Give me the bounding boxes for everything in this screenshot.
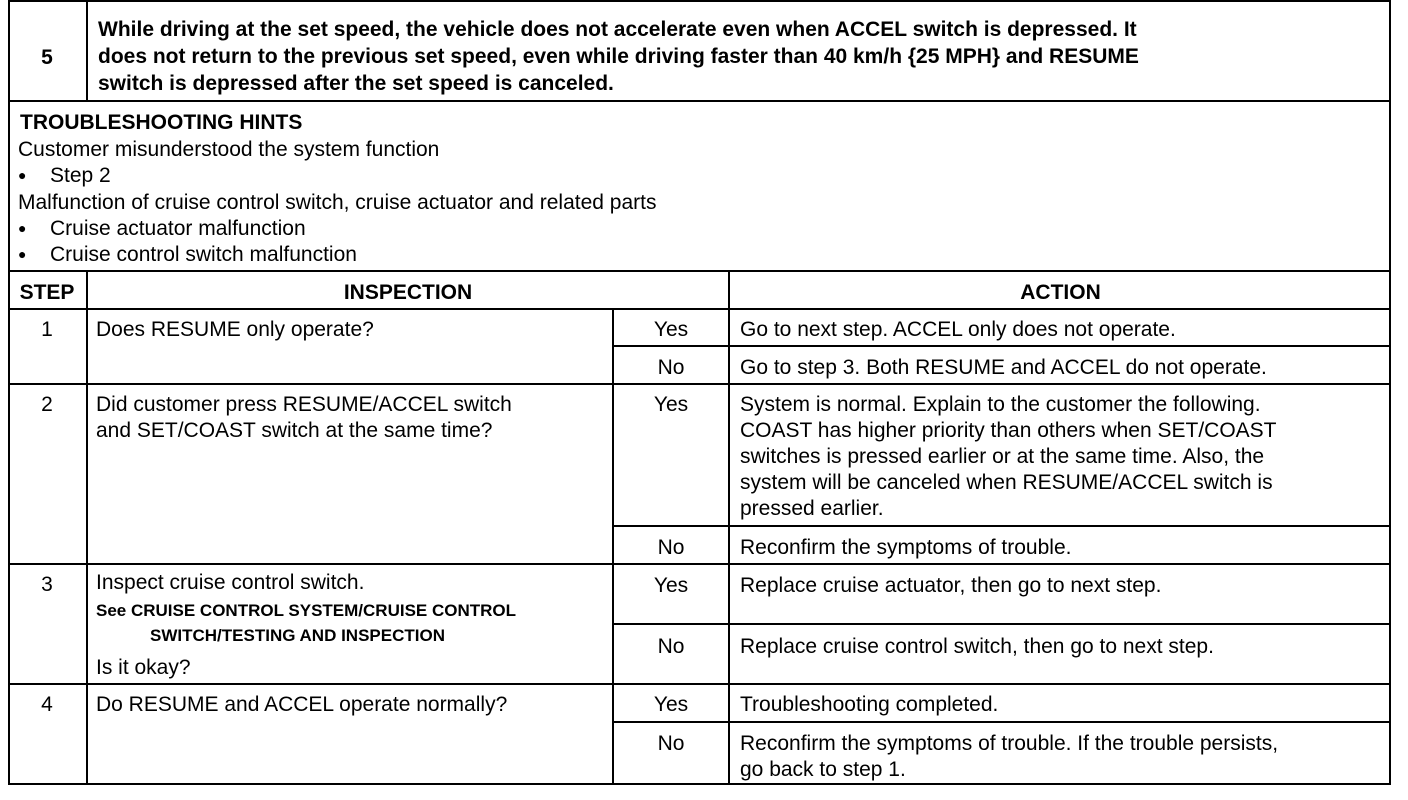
action-text: COAST has higher priority than others when SET/COAST	[740, 419, 1277, 442]
action-text: pressed earlier.	[740, 497, 884, 520]
hint-line: Step 2	[50, 164, 111, 187]
inspection-question: Is it okay?	[96, 656, 191, 679]
yes-label: Yes	[653, 693, 689, 716]
inspection-text: Did customer press RESUME/ACCEL switch	[96, 393, 512, 416]
yes-label: Yes	[653, 574, 689, 597]
step-number: 1	[41, 318, 53, 341]
header-inspection: INSPECTION	[343, 281, 473, 304]
hint-line: Customer misunderstood the system function	[18, 138, 440, 161]
symptom-line-2: does not return to the previous set speed, even while driving faster than 40 km/h {25 MPH} and RESUME	[98, 45, 1139, 68]
header-action: ACTION	[1020, 281, 1101, 304]
action-text: system will be canceled when RESUME/ACCEL switch is	[740, 471, 1273, 494]
action-text: Replace cruise actuator, then go to next step.	[740, 574, 1162, 597]
action-text: Go to next step. ACCEL only does not operate.	[740, 318, 1176, 341]
action-text: Go to step 3. Both RESUME and ACCEL do not operate.	[740, 356, 1267, 379]
no-label: No	[657, 536, 685, 559]
bullet-icon: ●	[18, 220, 27, 236]
reference-text: SWITCH/TESTING AND INSPECTION	[150, 626, 445, 645]
action-text: System is normal. Explain to the customer the following.	[740, 393, 1261, 416]
yes-label: Yes	[653, 393, 689, 416]
action-text: Replace cruise control switch, then go to next step.	[740, 635, 1214, 658]
action-text: switches is pressed earlier or at the same time. Also, the	[740, 445, 1265, 468]
action-text: Reconfirm the symptoms of trouble. If the trouble persists,	[740, 732, 1279, 755]
action-text: Troubleshooting completed.	[740, 693, 999, 716]
reference-text: See CRUISE CONTROL SYSTEM/CRUISE CONTROL	[96, 601, 517, 620]
inspection-text: Do RESUME and ACCEL operate normally?	[96, 693, 508, 716]
symptom-line-1: While driving at the set speed, the vehicle does not accelerate even when ACCEL switch is depressed. It	[98, 18, 1137, 41]
inspection-text: Inspect cruise control switch.	[96, 571, 365, 594]
hint-line: Cruise control switch malfunction	[50, 243, 357, 266]
no-label: No	[657, 635, 685, 658]
no-label: No	[657, 356, 685, 379]
header-step: STEP	[19, 281, 75, 304]
hint-line: Malfunction of cruise control switch, cruise actuator and related parts	[18, 191, 657, 214]
symptom-number: 5	[41, 46, 53, 69]
no-label: No	[657, 732, 685, 755]
step-number: 4	[41, 693, 53, 716]
action-text: go back to step 1.	[740, 758, 906, 781]
step-number: 3	[41, 573, 53, 596]
bullet-icon: ●	[18, 167, 27, 183]
yes-label: Yes	[653, 318, 689, 341]
bullet-icon: ●	[18, 246, 27, 262]
action-text: Reconfirm the symptoms of trouble.	[740, 536, 1072, 559]
inspection-text: and SET/COAST switch at the same time?	[96, 419, 493, 442]
symptom-line-3: switch is depressed after the set speed is canceled.	[98, 72, 614, 95]
step-number: 2	[41, 393, 53, 416]
troubleshooting-page	[8, 0, 1391, 785]
inspection-text: Does RESUME only operate?	[96, 318, 374, 341]
hint-line: Cruise actuator malfunction	[50, 217, 306, 240]
hints-title: TROUBLESHOOTING HINTS	[20, 111, 303, 134]
